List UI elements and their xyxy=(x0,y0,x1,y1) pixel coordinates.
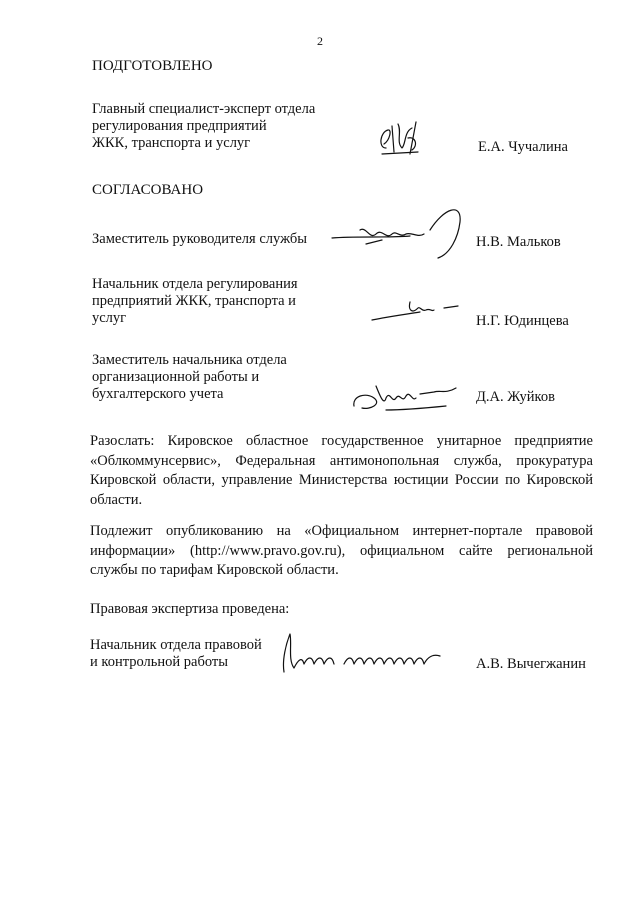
signer-zhuykov-name: Д.А. Жуйков xyxy=(476,389,555,405)
signer-malkov-name: Н.В. Мальков xyxy=(476,234,561,250)
prepared-heading: ПОДГОТОВЛЕНО xyxy=(92,58,213,74)
position-line: Начальник отдела регулирования xyxy=(92,276,298,292)
prepared-name: Е.А. Чучалина xyxy=(478,139,568,155)
position-line: ЖКК, транспорта и услуг xyxy=(92,135,251,151)
publication-note: Подлежит опубликованию на «Официальном интернет-портале правовой информации» (http://www.pravo.gov.ru), официальном сайте региональной службы по тарифам Кировской области. xyxy=(90,523,593,578)
position-line: Начальник отдела правовой xyxy=(90,637,262,653)
position-line: и контрольной работы xyxy=(90,654,228,670)
signature-zhuykov xyxy=(346,376,476,416)
signer-zhuykov-position xyxy=(92,352,287,403)
prepared-position xyxy=(92,101,315,152)
distribution-list: Разослать: Кировское областное государственное унитарное предприятие «Облкоммунсервис», Федеральная антимонопольная служба, прокуратура Кировской области, управление Министерства юстиции России по Кировской области. xyxy=(90,433,593,508)
signature-yudintseva xyxy=(368,294,468,328)
signature-vychegzhanin xyxy=(268,630,448,676)
position-line: организационной работы и xyxy=(92,369,260,385)
position-line: бухгалтерского учета xyxy=(92,386,224,402)
signature-malkov xyxy=(326,200,486,264)
position-line: регулирования предприятий xyxy=(92,118,267,134)
legal-review-note: Правовая экспертиза проведена: xyxy=(90,601,290,617)
position-line: услуг xyxy=(92,310,127,326)
signature-chuchalina xyxy=(372,118,432,160)
agreed-heading: СОГЛАСОВАНО xyxy=(92,182,204,198)
signer-yudintseva-position xyxy=(92,276,298,327)
position-line: Заместитель начальника отдела xyxy=(92,352,287,368)
legal-review-position xyxy=(90,637,262,671)
legal-review-name: А.В. Вычегжанин xyxy=(476,656,586,672)
position-line: предприятий ЖКК, транспорта и xyxy=(92,293,296,309)
signer-malkov-position xyxy=(92,231,307,248)
page-number: 2 xyxy=(317,34,323,48)
position-line: Заместитель руководителя службы xyxy=(92,231,308,247)
signer-yudintseva-name: Н.Г. Юдинцева xyxy=(476,313,569,329)
position-line: Главный специалист-эксперт отдела xyxy=(92,101,316,117)
